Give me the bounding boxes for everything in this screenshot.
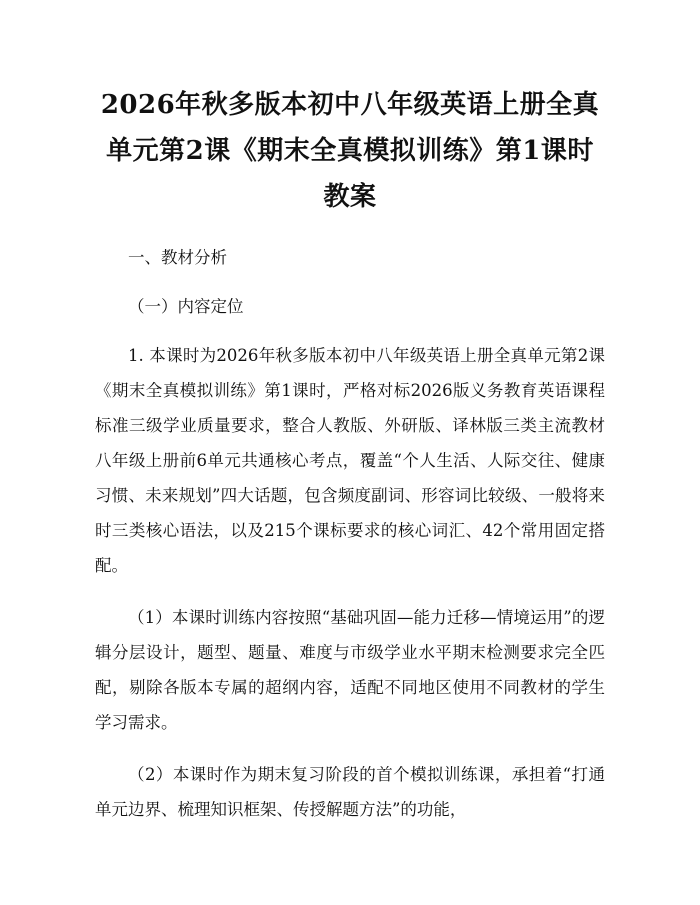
document-title: 2026年秋多版本初中八年级英语上册全真单元第2课《期末全真模拟训练》第1课时教案 xyxy=(100,90,600,212)
paragraph: 1. 本课时为2026年秋多版本初中八年级英语上册全真单元第2课《期末全真模拟训练》第1课时，严格对标2026版义务教育英语课程标准三级学业质量要求，整合人教版、外研版、译林版三类主流教材八年级上册前6单元共通核心考点，覆盖“个人生活、人际交往、健康习惯、未来规划”四大话题，包含频度副词、形容词比较级、一般将来时三类核心语法，以及215个课标要求的核心词汇、42个常用固定搭配。 xyxy=(95,346,605,575)
paragraph: （2）本课时作为期末复习阶段的首个模拟训练课，承担着“打通单元边界、梳理知识框架、传授解题方法”的功能， xyxy=(95,765,605,819)
document-body xyxy=(95,240,605,844)
subsection-heading: （一）内容定位 xyxy=(128,297,244,316)
paragraph: （1）本课时训练内容按照“基础巩固—能力迁移—情境运用”的逻辑分层设计，题型、题量、难度与市级学业水平期末检测要求完全匹配，剔除各版本专属的超纲内容，适配不同地区使用不同教材的学生学习需求。 xyxy=(95,608,605,732)
section-heading: 一、教材分析 xyxy=(128,248,227,267)
